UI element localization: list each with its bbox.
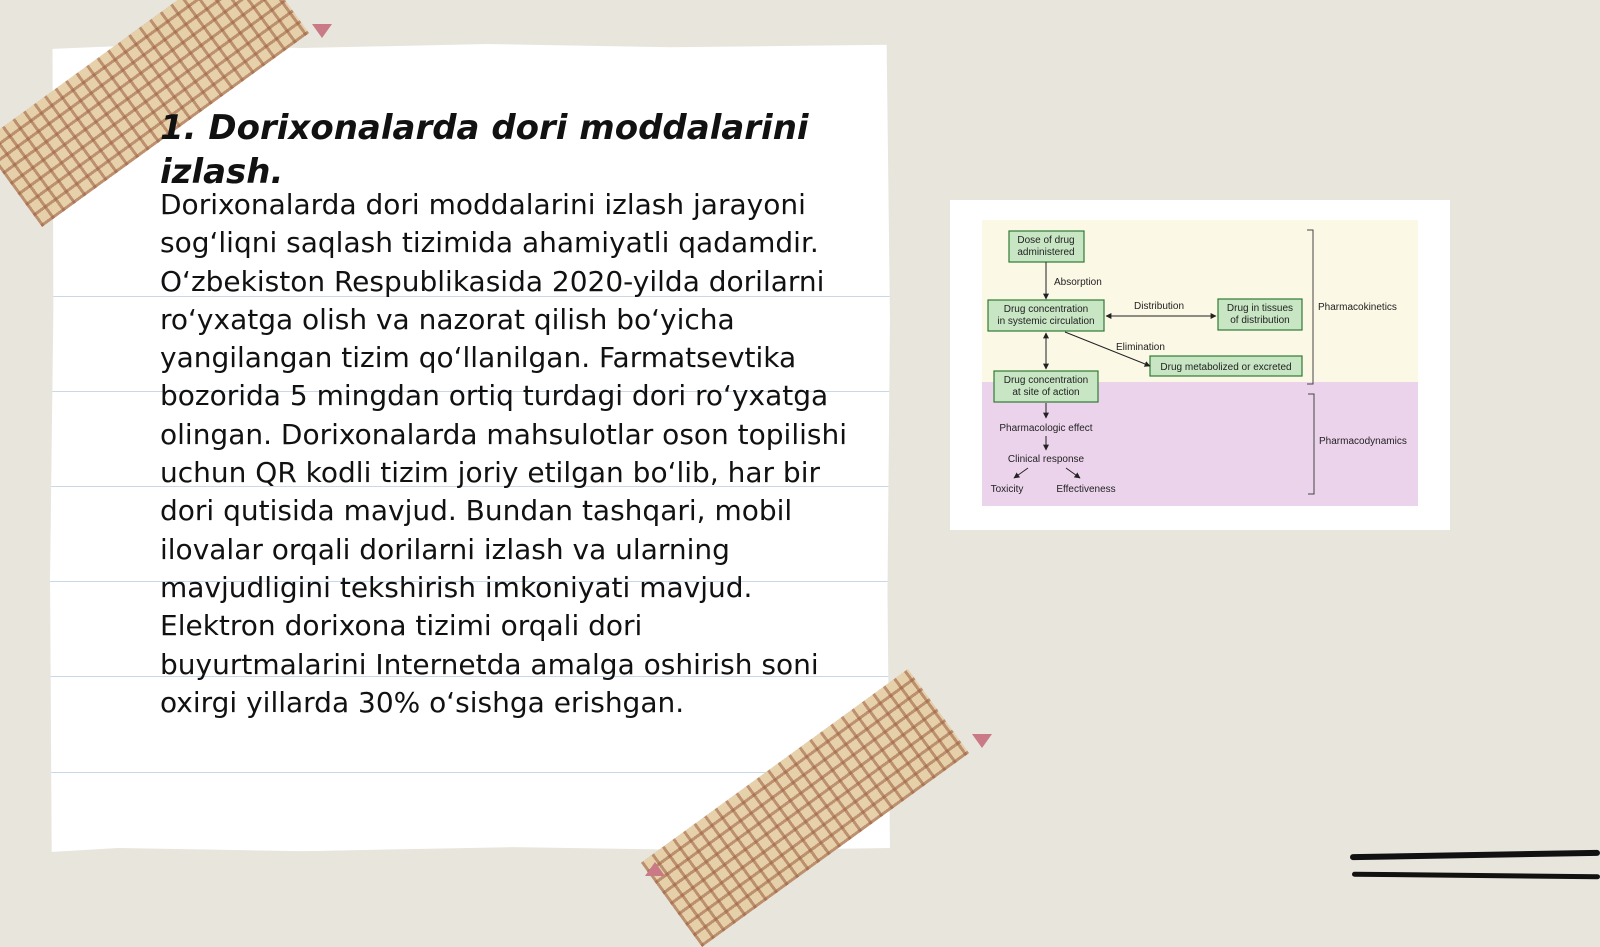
pharmacology-diagram-svg (950, 200, 1450, 530)
slide-body-text: Dorixonalarda dori moddalarini izlash jarayoni sog‘liqni saqlash tizimida ahamiyatli qadamdir. O‘zbekiston Respublikasida 2020-yilda dorilarni ro‘yxatga olish va nazorat qilish bo‘yicha yangilangan tizim qo‘llanilgan. Farmatsevtika bozorida 5 mingdan ortiq turdagi dori ro‘yxatga olingan. Dorixonalarda mahsulotlar oson topilishi uchun QR kodli tizim joriy etilgan bo‘lib, har bir dori qutisida mavjud. Bundan tashqari, mobil ilovalar orqali dorilarni izlash va ularning mavjudligini tekshirish imkoniyati mavjud. Elektron dorixona tizimi orqali dori buyurtmalarini Internetda amalga oshirish soni oxirgi yillarda 30% o‘sishga erishgan. (160, 188, 848, 719)
decorative-stroke (1350, 850, 1600, 860)
clinical-response-label: Clinical response (1007, 454, 1085, 465)
systemic-box-line2: in systemic circulation (997, 316, 1095, 327)
pharmacodynamics-label: Pharmacodynamics (1319, 436, 1407, 447)
decorative-stroke (1352, 872, 1600, 880)
tissues-box-line2: of distribution (1230, 315, 1290, 326)
systemic-box-line1: Drug concentration (1003, 304, 1089, 315)
dose-box-line1: Dose of drug (1017, 235, 1075, 246)
elimination-label: Elimination (1116, 342, 1165, 353)
toxicity-label: Toxicity (990, 484, 1024, 495)
pharmacokinetics-label: Pharmacokinetics (1318, 302, 1397, 313)
tape-corner (972, 734, 992, 748)
absorption-label: Absorption (1054, 277, 1102, 288)
metabolized-box-text: Drug metabolized or excreted (1160, 362, 1292, 373)
slide-title: 1. Dorixonalarda dori moddalarini izlash. (160, 108, 809, 192)
pharmacologic-effect-label: Pharmacologic effect (999, 423, 1093, 434)
site-box-line1: Drug concentration (1003, 375, 1089, 386)
site-box-line2: at site of action (1012, 387, 1080, 398)
effectiveness-label: Effectiveness (1056, 484, 1116, 495)
pharmacology-diagram (950, 200, 1450, 530)
tape-corner (645, 862, 665, 876)
dose-box-line2: administered (1017, 247, 1075, 258)
distribution-label: Distribution (1134, 301, 1185, 312)
tissues-box-line1: Drug in tissues (1226, 303, 1294, 314)
tape-corner (312, 24, 332, 38)
